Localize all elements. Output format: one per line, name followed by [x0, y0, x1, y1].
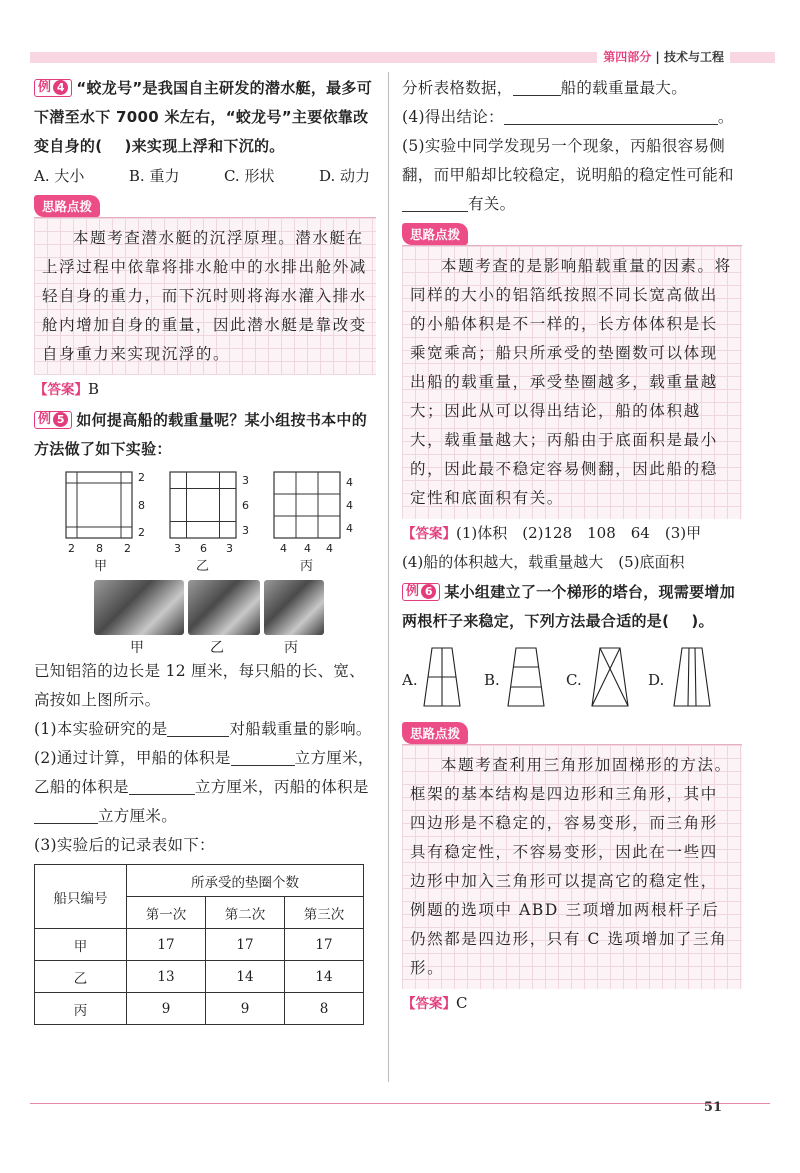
- answer-blank[interactable]: [129, 778, 195, 795]
- question-4: (4)得出结论： 。: [402, 108, 734, 126]
- boat-photo-yi: [188, 580, 260, 635]
- answer-blank[interactable]: [504, 108, 718, 125]
- option-label: C.: [566, 671, 582, 689]
- column-divider: [388, 72, 389, 1082]
- table-row: 丙 9 9 8: [35, 993, 364, 1025]
- table-header: 所承受的垫圈个数: [127, 865, 364, 897]
- dim-label: 2: [138, 471, 145, 484]
- diagram-caption: 丙: [300, 559, 314, 574]
- boat-photo-bing: [264, 580, 324, 635]
- answer-blank[interactable]: [513, 79, 561, 96]
- hint-tag: 思路点拨: [402, 722, 468, 744]
- tower-b[interactable]: [508, 648, 544, 706]
- answer-blank[interactable]: [167, 720, 229, 737]
- example-4-stem: 例 4 “蛟龙号”是我国自主研发的潜水艇，最多可下潜至水下 7000 米左右，“蛟龙号”主要依靠改变自身的( )来实现上浮和下沉的。: [34, 79, 373, 155]
- table-row: 乙 13 14 14: [35, 961, 364, 993]
- dim-label: 3: [242, 474, 249, 487]
- hint-box: 本题考查利用三角形加固梯形的方法。框架的基本结构是四边形和三角形，其中四边形是不稳定的，容易变形，而三角形具有稳定性，不容易变形，因此在一些四边形中加入三角形可以提高它的稳定性，例题的选项中 ABD 三项增加两根杆子后仍然都是四边形，只有 C 选项增加了三角形。: [402, 744, 742, 989]
- diagram-caption: 甲: [94, 559, 108, 574]
- right-column: [402, 74, 742, 1018]
- option-label: A.: [402, 671, 418, 689]
- hint-tag: 思路点拨: [34, 195, 100, 217]
- answer-line: 【答案】(1)体积 (2)128 108 64 (3)甲: [402, 524, 702, 542]
- diagram-bing: [274, 472, 340, 538]
- dim-label: 4: [346, 522, 353, 535]
- hint-tag: 思路点拨: [402, 223, 468, 245]
- dim-label: 3: [242, 524, 249, 537]
- table-header: 船只编号: [35, 865, 127, 929]
- option-label: B.: [484, 671, 500, 689]
- question-2: (2)通过计算，甲船的体积是 立方厘米，乙船的体积是 立方厘米，丙船的体积是立方厘米。: [34, 749, 374, 825]
- given-text: 已知铝箔的边长是 12 厘米，每只船的长、宽、高按如上图所示。: [34, 662, 365, 709]
- running-header: 第四部分 | 技术与工程: [597, 48, 730, 66]
- dim-label: 4: [346, 476, 353, 489]
- dim-label: 3: [174, 542, 181, 555]
- foil-boat-photos: [34, 580, 376, 635]
- diagram-jia: [66, 472, 132, 538]
- question-3: (3)实验后的记录表如下：: [34, 836, 215, 854]
- example-5-stem: 例 5 如何提高船的载重量呢？某小组按书本中的方法做了如下实验：: [34, 411, 368, 458]
- dim-label: 4: [346, 499, 353, 512]
- question-5: (5)实验中同学发现另一个现象，丙船很容易侧翻，而甲船却比较稳定，说明船的稳定性可能和有关。: [402, 137, 734, 213]
- example-badge: 例 6: [402, 583, 440, 601]
- example-6-stem: 例 6 某小组建立了一个梯形的塔台，现需要增加两根杆子来稳定，下列方法最合适的是( )。: [402, 583, 736, 630]
- example-badge: 例 5: [34, 411, 72, 429]
- option-label: D.: [648, 671, 665, 689]
- answer-line: 【答案】B: [34, 380, 100, 398]
- dim-label: 2: [124, 542, 131, 555]
- record-table: [34, 864, 364, 1025]
- table-header: 第一次: [127, 897, 206, 929]
- tower-options: [402, 640, 742, 716]
- table-row: 甲 17 17 17: [35, 929, 364, 961]
- dim-label: 2: [68, 542, 75, 555]
- tower-c[interactable]: [592, 648, 628, 706]
- dim-label: 3: [226, 542, 233, 555]
- diagram-caption: 乙: [196, 559, 210, 574]
- dim-label: 8: [138, 499, 145, 512]
- dim-label: 2: [138, 526, 145, 539]
- answer-blank[interactable]: [402, 195, 468, 212]
- table-header: 第三次: [285, 897, 364, 929]
- question-3b: 分析表格数据， 船的载重量最大。: [402, 79, 688, 97]
- answer-line: 【答案】C: [402, 994, 468, 1012]
- dim-label: 4: [326, 542, 333, 555]
- tower-d[interactable]: [674, 648, 710, 706]
- dim-label: 6: [242, 499, 249, 512]
- photo-captions: 甲 乙 丙: [130, 640, 298, 656]
- diagram-yi: [170, 472, 236, 538]
- answer-blank[interactable]: [34, 807, 98, 824]
- hint-box: 本题考查的是影响船载重量的因素。将同样的大小的铝箔纸按照不同长宽高做出的小船体积是不一样的，长方体体积是长乘宽乘高；船只所承受的垫圈数可以体现出船的载重量，承受垫圈越多，载重量越大；因此从可以得出结论，船的体积越大，载重量越大；丙船由于底面积是最小的，因此最不稳定容易侧翻，因此船的稳定性和底面积有关。: [402, 245, 742, 519]
- boat-photo-jia: [94, 580, 184, 635]
- left-column: [34, 74, 376, 1025]
- dim-label: 4: [280, 542, 287, 555]
- dim-label: 4: [304, 542, 311, 555]
- answer-blank[interactable]: [231, 749, 295, 766]
- dim-label: 6: [200, 542, 207, 555]
- answer-line-2: (4)船的体积越大，载重量越大 (5)底面积: [402, 553, 685, 571]
- boat-fold-diagrams: [34, 466, 376, 574]
- question-1: (1)本实验研究的是 对船载重量的影响。: [34, 720, 372, 738]
- page-number: 51: [703, 1100, 722, 1115]
- example-4-options: A. 大小 B. 重力 C. 形状 D. 动力: [34, 167, 370, 185]
- example-badge: 例 4: [34, 79, 72, 97]
- hint-box: 本题考查潜水艇的沉浮原理。潜水艇在上浮过程中依靠将排水舱中的水排出舱外减轻自身的重力，而下沉时则将海水灌入排水舱内增加自身的重量，因此潜水艇是靠改变自身重力来实现沉浮的。: [34, 217, 376, 375]
- table-header: 第二次: [206, 897, 285, 929]
- footer-rule: [30, 1103, 770, 1104]
- dim-label: 8: [96, 542, 103, 555]
